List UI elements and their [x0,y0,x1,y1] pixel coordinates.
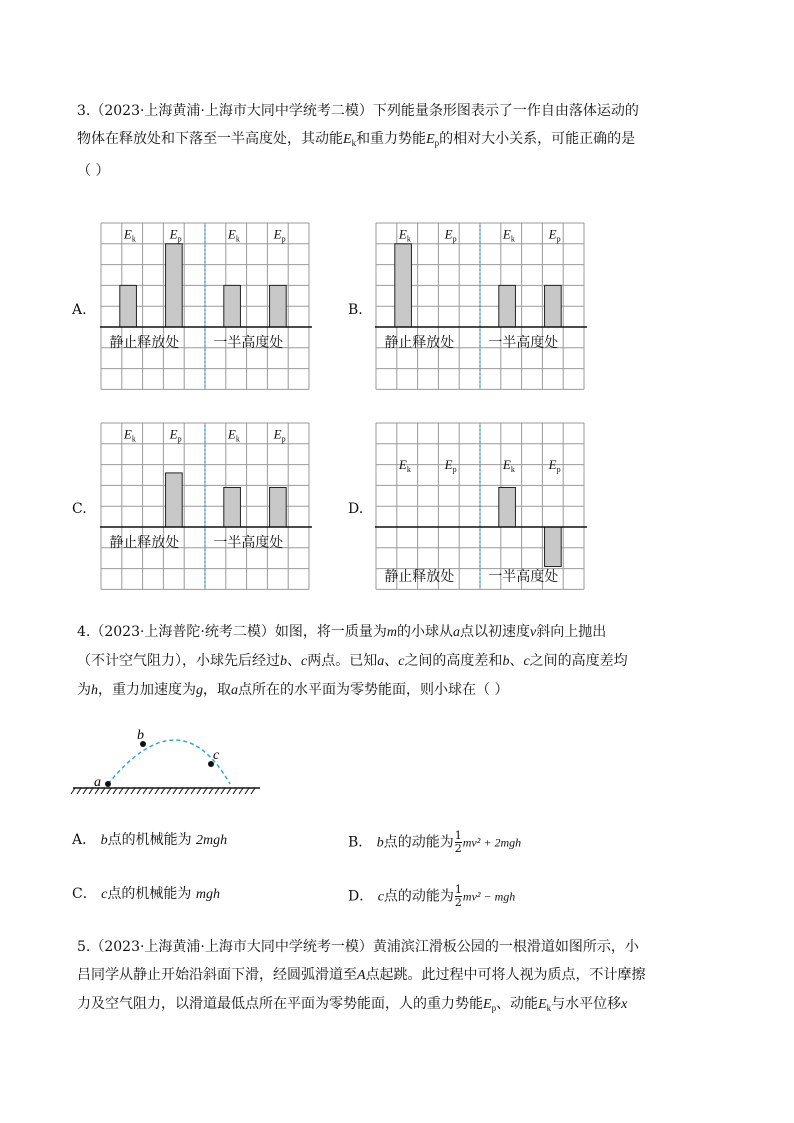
energy-bar [224,285,241,327]
q5-line2: 吕同学从静止开始沿斜面下滑，经圆弧滑道至A点起跳。此过程中可将人视为质点，不计摩擦 [77,967,646,983]
label-b: b [137,728,144,743]
ek-header: $E_k$ [123,226,136,244]
ep-header: $E_p$ [548,456,561,474]
ep-header: $E_p$ [169,226,182,244]
label-release-point: 静止释放处 [384,334,455,351]
q5-line1: 5.（2023·上海黄浦·上海市大同中学统考一模）黄浦滨江滑板公园的一根滑道如图所示，小 [77,939,639,955]
energy-chart-b [375,222,587,390]
q3-line2: 物体在释放处和下落至一半高度处，其动能$E_k$和重力势能$E_p$的相对大小关系，可能正确的是 [77,131,636,148]
label-release-point: 静止释放处 [109,534,180,551]
energy-bar [166,473,183,527]
q4-line1: 4.（2023·上海普陀·统考二模）如图，将一质量为m的小球从a点以初速度v斜向上抛出 [77,624,607,640]
ek-header: $E_k$ [123,426,136,444]
question-4 [77,618,727,705]
ep-header: $E_p$ [169,426,182,444]
q5-line3: 力及空气阻力，以滑道最低点所在平面为零势能面，人的重力势能$E_p$、动能$E_k$与水平位移x [77,996,628,1013]
energy-chart-c [100,422,312,590]
ek-header: $E_k$ [502,226,515,244]
ek-header: $E_k$ [398,456,411,474]
label-a: a [94,775,101,790]
question-3 [77,97,727,185]
q4-option-b: B． b点的动能为 $\frac{1}{2}$ mv² + 2mgh [348,829,522,855]
energy-chart-d [375,422,587,590]
label-half-height: 一半高度处 [213,334,284,351]
energy-bar [166,244,183,327]
energy-chart-a [100,222,312,390]
label-half-height: 一半高度处 [213,534,284,551]
ek-header: $E_k$ [502,456,515,474]
energy-bar [545,285,562,327]
ep-header: $E_p$ [273,226,286,244]
energy-bar [120,285,137,327]
projectile-diagram [70,726,265,798]
energy-bar [224,487,241,527]
ek-header: $E_k$ [227,426,240,444]
ek-header: $E_k$ [227,226,240,244]
q3-line1: 3.（2023·上海黄浦·上海市大同中学统考二模）下列能量条形图表示了一作自由落体运动的 [77,103,639,119]
question-5 [77,933,727,1022]
energy-bar [270,487,287,527]
option-d-label: D. [348,501,364,517]
ep-header: $E_p$ [548,226,561,244]
option-a-label: A. [72,302,87,318]
label-c: c [213,748,220,763]
ep-header: $E_p$ [273,426,286,444]
q4-option-a: A． b点的机械能为 2mgh [72,832,228,848]
energy-bar [499,487,516,527]
q4-line2: （不计空气阻力），小球先后经过b、c两点。已知a、c之间的高度差和b、c之间的高度差均 [77,653,628,669]
q4-option-d: D． c点的动能为 $\frac{1}{2}$ mv² − mgh [348,883,516,909]
point-a [105,781,111,787]
energy-bar [270,285,287,327]
q4-option-c: C． c点的机械能为 mgh [72,886,220,902]
option-b-label: B. [348,302,363,318]
energy-bar [545,527,562,567]
label-release-point: 静止释放处 [109,334,180,351]
q3-answer-blank: （ ） [77,163,110,179]
label-half-height: 一半高度处 [488,334,559,351]
label-release-point: 静止释放处 [384,569,455,586]
ep-header: $E_p$ [444,226,457,244]
label-half-height: 一半高度处 [488,569,559,586]
ek-header: $E_k$ [398,226,411,244]
energy-bar [499,285,516,327]
q4-line3: 为h，重力加速度为g，取a点所在的水平面为零势能面，则小球在（ ） [77,682,509,698]
ep-header: $E_p$ [444,456,457,474]
option-c-label: C. [72,501,87,517]
energy-bar [395,244,412,327]
